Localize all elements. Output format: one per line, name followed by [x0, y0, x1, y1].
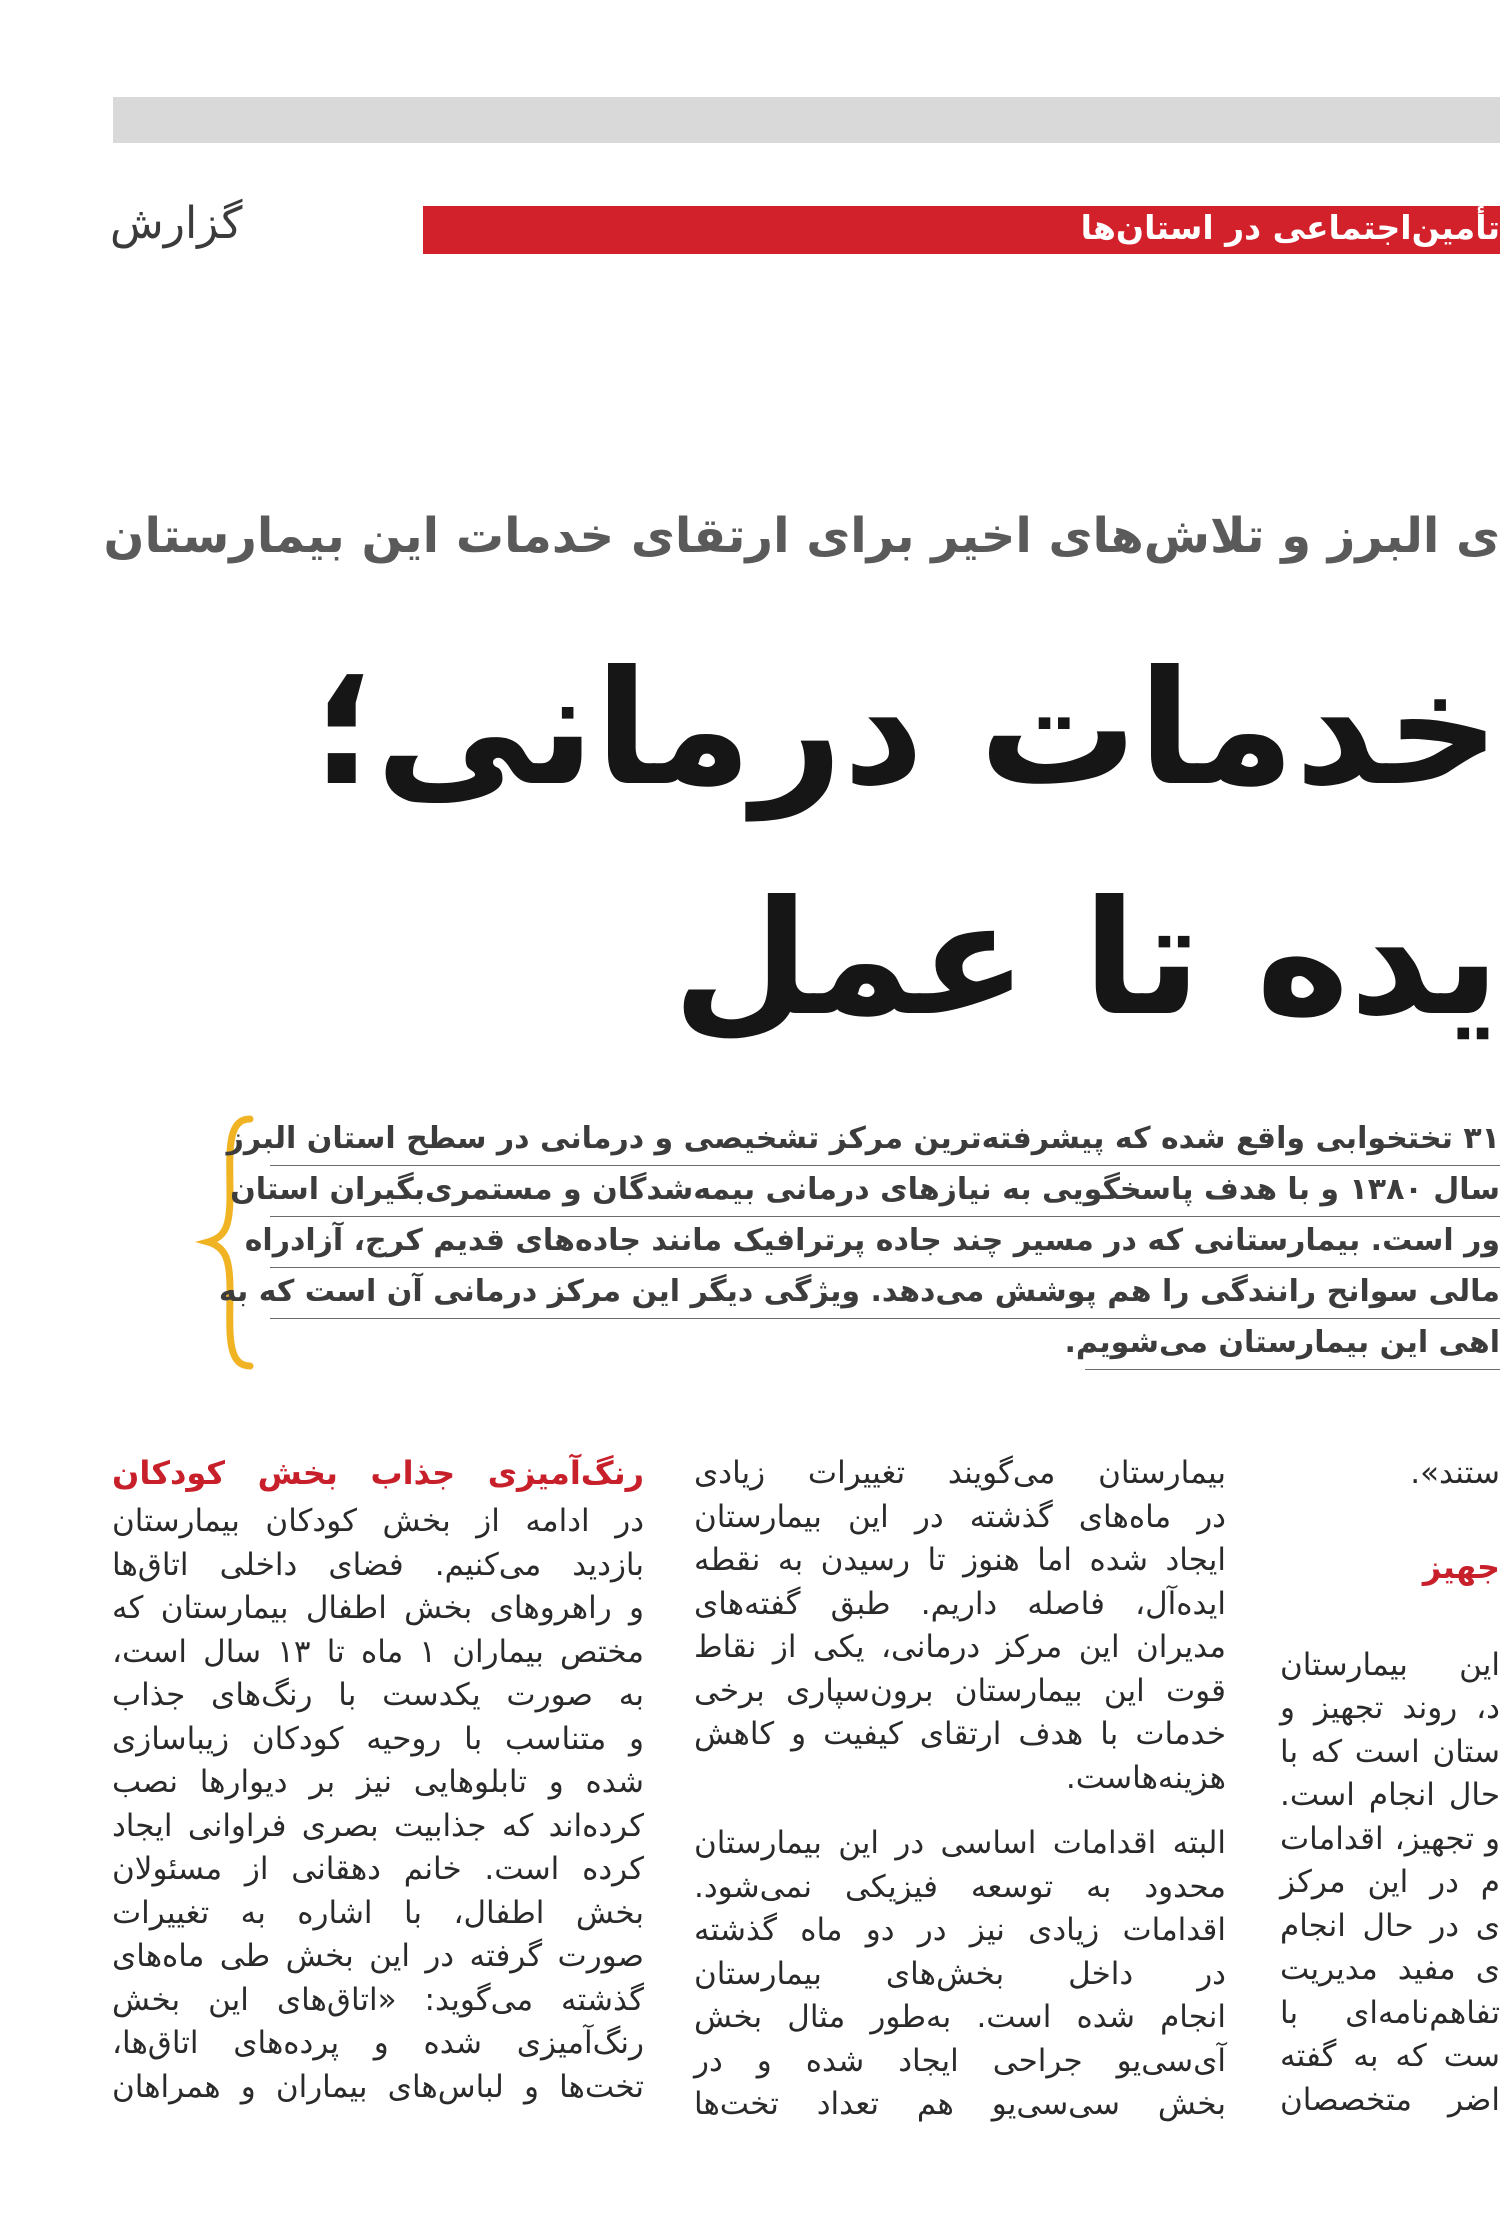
body-line: و تجهیز، اقدامات — [1280, 1820, 1500, 1857]
section-band — [423, 206, 1500, 254]
paragraph-gap — [694, 1800, 1226, 1822]
body-line: قوت این بیمارستان برون‌سپاری برخی — [694, 1672, 1226, 1709]
body-line: بازدید می‌کنیم. فضای داخلی اتاق‌ها — [112, 1546, 644, 1583]
headline-line-2: یده تا عمل — [672, 867, 1500, 1051]
body-line: این بیمارستان — [1280, 1646, 1500, 1683]
body-line: ی در حال انجام — [1280, 1907, 1500, 1944]
body-line: در ماه‌های گذشته در این بیمارستان — [694, 1498, 1226, 1535]
body-line: به صورت یکدست با رنگ‌های جذاب — [112, 1677, 644, 1713]
section-band-text: تأمین‌اجتماعی در استان‌ها — [1080, 208, 1500, 247]
body-line: ایجاد شده اما هنوز تا رسیدن به نقطه — [694, 1542, 1226, 1578]
body-line: تفاهم‌نامه‌ای با — [1280, 1994, 1500, 2031]
body-line: محدود به توسعه فیزیکی نمی‌شود. — [694, 1868, 1226, 1905]
body-line: ستان است که با — [1280, 1733, 1500, 1770]
body-line: هزینه‌هاست. — [1065, 1759, 1226, 1796]
body-line: م در این مرکز — [1280, 1864, 1500, 1900]
body-line: بیمارستان می‌گویند تغییرات زیادی — [694, 1455, 1226, 1491]
body-line: مدیران این مرکز درمانی، یکی از نقاط — [694, 1629, 1226, 1665]
body-line: و متناسب با روحیه کودکان زیباسازی — [112, 1720, 644, 1757]
body-line: و راهروهای بخش اطفال بیمارستان که — [112, 1590, 644, 1626]
body-line: کرده است. خانم دهقانی از مسئولان — [112, 1851, 644, 1887]
body-line: در ادامه از بخش کودکان بیمارستان — [112, 1503, 644, 1539]
top-gray-band — [113, 97, 1500, 143]
column-right — [1280, 1452, 1500, 2234]
body-line: بخش سی‌سی‌یو هم تعداد تخت‌ها — [694, 2086, 1226, 2122]
column-left — [112, 1452, 644, 2234]
lead-line: اهی این بیمارستان می‌شویم. — [1085, 1319, 1500, 1370]
paragraph-gap — [1280, 1496, 1500, 1510]
article-lead — [218, 1110, 1500, 1400]
body-line: در داخل بخش‌های بیمارستان — [694, 1955, 1226, 1992]
body-line: اضر متخصصان — [1280, 2081, 1500, 2118]
body-line: صورت گرفته در این بخش طی ماه‌های — [112, 1938, 644, 1974]
body-line: ست که به گفته — [1280, 2038, 1500, 2074]
lead-line: ور است. بیمارستانی که در مسیر چند جاده پرترافیک مانند جاده‌های قدیم کرج، آزادراه — [270, 1217, 1500, 1268]
body-line: گذشته می‌گوید: «اتاق‌های این بخش — [112, 1981, 644, 2018]
body-line: البته اقدامات اساسی در این بیمارستان — [694, 1825, 1226, 1861]
paragraph-gap — [1280, 1594, 1500, 1644]
lead-line: مالی سوانح رانندگی را هم پوشش می‌دهد. ویژگی دیگر این مرکز درمانی آن است که به — [270, 1268, 1500, 1319]
body-line: اقدامات زیادی نیز در دو ماه گذشته — [694, 1912, 1226, 1948]
body-line: حال انجام است. — [1280, 1777, 1500, 1813]
column-middle — [694, 1452, 1226, 2234]
body-line: آی‌سی‌یو جراحی ایجاد شده و در — [694, 2042, 1226, 2079]
body-line: ایده‌آل، فاصله داریم. طبق گفته‌های — [694, 1585, 1226, 1622]
article-kicker: ی البرز و تلاش‌های اخیر برای ارتقای خدمات این بیمارستان — [103, 508, 1500, 564]
headline-line-1: خدمات درمانی؛ — [312, 637, 1500, 821]
body-line: شده و تابلوهایی نیز بر دیوارها نصب — [112, 1764, 644, 1800]
section-label: گزارش — [110, 198, 243, 249]
body-line: د، روند تجهیز و — [1280, 1690, 1500, 1726]
body-line: ستند». — [1410, 1455, 1500, 1491]
body-line: تخت‌ها و لباس‌های بیماران و همراهان — [112, 2068, 644, 2105]
body-line: ی مفید مدیریت — [1280, 1951, 1500, 1987]
body-line: بخش اطفال، با اشاره به تغییرات — [112, 1894, 644, 1931]
lead-line: ۳۱ تختخوابی واقع شده که پیشرفته‌ترین مرکز تشخیصی و درمانی در سطح استان البرز — [270, 1115, 1500, 1166]
body-line: انجام شده است. به‌طور مثال بخش — [694, 1999, 1226, 2035]
body-line: خدمات با هدف ارتقای کیفیت و کاهش — [694, 1716, 1226, 1752]
body-line: کرده‌اند که جذابیت بصری فراوانی ایجاد — [112, 1807, 644, 1844]
body-line: مختص بیماران ۱ ماه تا ۱۳ سال است، — [112, 1633, 645, 1670]
column-subhead: رنگ‌آمیزی جذاب بخش کودکان — [112, 1454, 644, 1492]
column-subhead: جهیز — [1422, 1547, 1500, 1586]
body-line: رنگ‌آمیزی شده و پرده‌های اتاق‌ها، — [112, 2025, 644, 2061]
lead-line: سال ۱۳۸۰ و با هدف پاسخگویی به نیازهای درمانی بیمه‌شدگان و مستمری‌بگیران استان — [270, 1166, 1500, 1217]
